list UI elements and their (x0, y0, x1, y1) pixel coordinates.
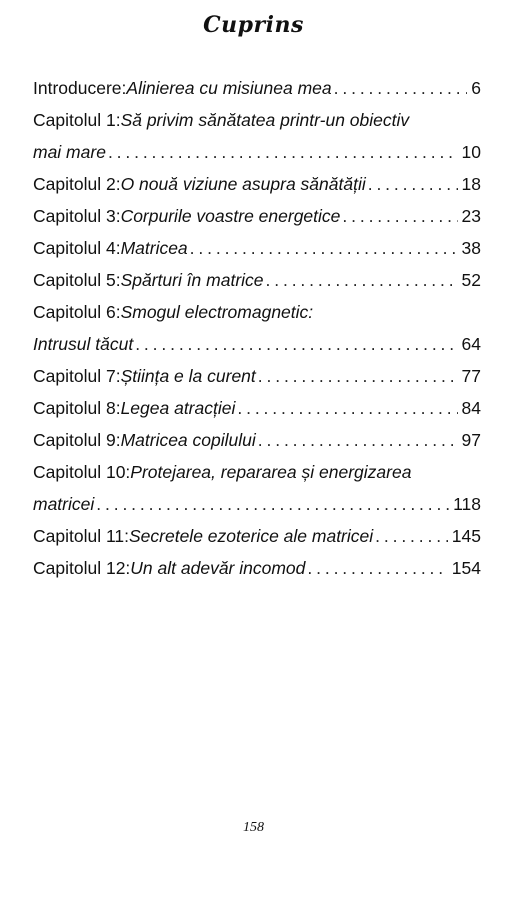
entry-title-continued: matricei (33, 494, 95, 514)
entry-label: Capitolul 4: (33, 238, 121, 258)
entry-label: Capitolul 6: (33, 302, 121, 322)
entry-label: Capitolul 2: (33, 174, 121, 194)
leader-dots (340, 200, 457, 232)
toc-entry-introducere (33, 72, 481, 104)
entry-label: Capitolul 10: (33, 462, 131, 482)
toc-entry-capitolul-5 (33, 264, 481, 296)
entry-label: Capitolul 5: (33, 270, 121, 290)
entry-page: 6 (471, 78, 481, 98)
entry-title: Legea atracției (120, 398, 236, 418)
entry-page: 118 (453, 494, 481, 514)
toc-entry-capitolul-6 (33, 296, 481, 360)
entry-page: 18 (461, 174, 481, 194)
leader-dots (373, 520, 448, 552)
leader-dots (366, 168, 458, 200)
leader-dots (256, 424, 458, 456)
entry-label: Capitolul 1: (33, 110, 121, 130)
entry-label: Capitolul 12: (33, 558, 131, 578)
entry-page: 97 (461, 430, 481, 450)
entry-title: Un alt adevăr incomod (130, 558, 306, 578)
entry-page: 23 (461, 206, 481, 226)
entry-page: 154 (451, 558, 481, 578)
entry-title: Corpurile voastre energetice (120, 206, 341, 226)
toc-entry-capitolul-4 (33, 232, 481, 264)
toc-entry-capitolul-12 (33, 552, 481, 584)
entry-title: Matricea (120, 238, 188, 258)
toc-entry-capitolul-10 (33, 456, 481, 520)
page-number: 158 (243, 820, 264, 835)
page-title: Cuprins (203, 12, 304, 38)
toc-entry-capitolul-8 (33, 392, 481, 424)
leader-dots (264, 264, 458, 296)
entry-label: Capitolul 11: (33, 526, 129, 546)
entry-page: 64 (461, 334, 481, 354)
entry-page: 52 (461, 270, 481, 290)
entry-title: Alinierea cu misiunea mea (126, 78, 332, 98)
entry-title: Spărturi în matrice (120, 270, 264, 290)
leader-dots (305, 552, 447, 584)
table-of-contents (33, 72, 481, 584)
toc-entry-capitolul-1 (33, 104, 481, 168)
entry-page: 10 (461, 142, 481, 162)
entry-label: Capitolul 7: (33, 366, 121, 386)
entry-page: 77 (461, 366, 481, 386)
toc-entry-capitolul-3 (33, 200, 481, 232)
toc-entry-capitolul-9 (33, 424, 481, 456)
entry-page: 145 (451, 526, 481, 546)
entry-page: 38 (461, 238, 481, 258)
entry-label: Capitolul 3: (33, 206, 121, 226)
entry-title: O nouă viziune asupra sănătății (120, 174, 366, 194)
toc-entry-capitolul-2 (33, 168, 481, 200)
entry-title-continued: Intrusul tăcut (33, 334, 134, 354)
entry-title: Știința e la curent (120, 366, 256, 386)
entry-title: Matricea copilului (120, 430, 256, 450)
leader-dots (256, 360, 458, 392)
leader-dots (106, 136, 458, 168)
toc-entry-capitolul-7 (33, 360, 481, 392)
leader-dots (94, 488, 449, 520)
entry-title-continued: mai mare (33, 142, 106, 162)
entry-label: Capitolul 9: (33, 430, 121, 450)
entry-page: 84 (461, 398, 481, 418)
entry-title: Protejarea, repararea și energizarea (130, 462, 412, 482)
leader-dots (188, 232, 458, 264)
entry-label: Introducere: (33, 78, 127, 98)
toc-entry-capitolul-11 (33, 520, 481, 552)
entry-title: Să privim sănătatea printr-un obiectiv (120, 110, 410, 130)
entry-title: Secretele ezoterice ale matricei (129, 526, 374, 546)
leader-dots (133, 328, 457, 360)
leader-dots (332, 72, 468, 104)
entry-label: Capitolul 8: (33, 398, 121, 418)
entry-title: Smogul electromagnetic: (120, 302, 314, 322)
leader-dots (235, 392, 457, 424)
